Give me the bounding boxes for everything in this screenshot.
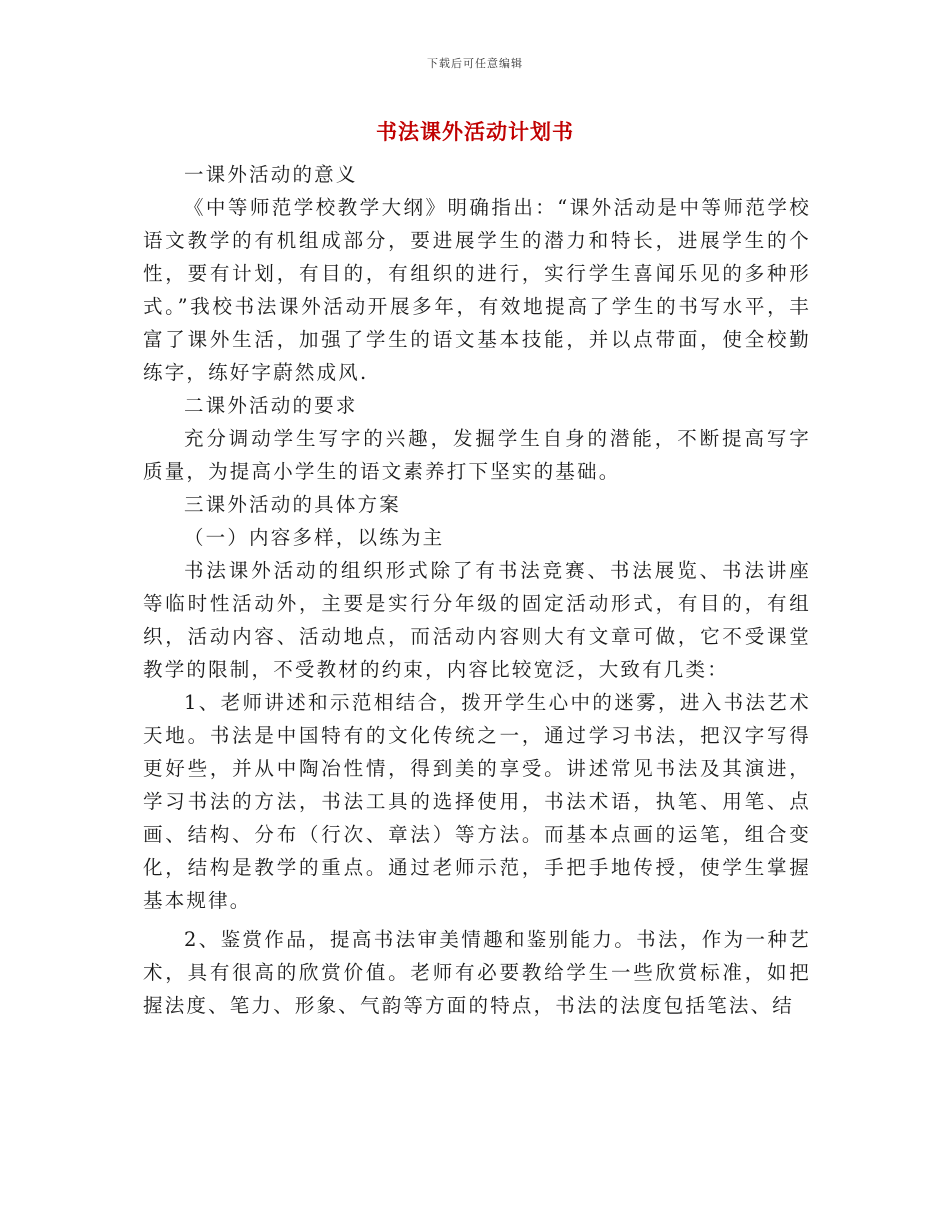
page-header-note: 下载后可任意编辑: [427, 57, 523, 70]
document-title: 书法课外活动计划书: [376, 119, 574, 144]
paragraph: 《中等师范学校教学大纲》明确指出：“课外活动是中等师范学校语文教学的有机组成部分，要进展学生的潜力和特长，进展学生的个性，要有计划，有目的，有组织的进行，实行学生喜闻乐见的多种形式。”我校书法课外活动开展多年，有效地提高了学生的书写水平，丰富了课外生活，加强了学生的语文基本技能，并以点带面，使全校勤练字，练好字蔚然成风.: [143, 196, 811, 384]
section-heading-3: 三课外活动的具体方案: [183, 493, 401, 516]
paragraph: 1、老师讲述和示范相结合，拨开学生心中的迷雾，进入书法艺术天地。书法是中国特有的文化传统之一，通过学习书法，把汉字写得更好些，并从中陶冶性情，得到美的享受。讲述常见书法及其演进，学习书法的方法，书法工具的选择使用，书法术语，执笔、用笔、点画、结构、分布（行次、章法）等方法。而基本点画的运笔，组合变化，结构是教学的重点。通过老师示范，手把手地传授，使学生掌握基本规律。: [143, 691, 811, 912]
section-heading-2: 二课外活动的要求: [183, 394, 358, 417]
paragraph: 充分调动学生写字的兴趣，发掘学生自身的潜能，不断提高写字质量，为提高小学生的语文素养打下坚实的基础。: [143, 427, 811, 483]
document-body: [143, 158, 811, 1022]
paragraph: 书法课外活动的组织形式除了有书法竞赛、书法展览、书法讲座等临时性活动外，主要是实行分年级的固定活动形式，有目的，有组织，活动内容、活动地点，而活动内容则大有文章可做，它不受课堂教学的限制，不受教材的约束，内容比较宽泛，大致有几类：: [143, 559, 811, 681]
section-heading-1: 一课外活动的意义: [183, 163, 358, 186]
subsection-heading: （一）内容多样，以练为主: [183, 526, 445, 549]
paragraph: 2、鉴赏作品，提高书法审美情趣和鉴别能力。书法，作为一种艺术，具有很高的欣赏价值。老师有必要教给学生一些欣赏标准，如把握法度、笔力、形象、气韵等方面的特点，书法的法度包括笔法、结: [143, 928, 811, 1017]
